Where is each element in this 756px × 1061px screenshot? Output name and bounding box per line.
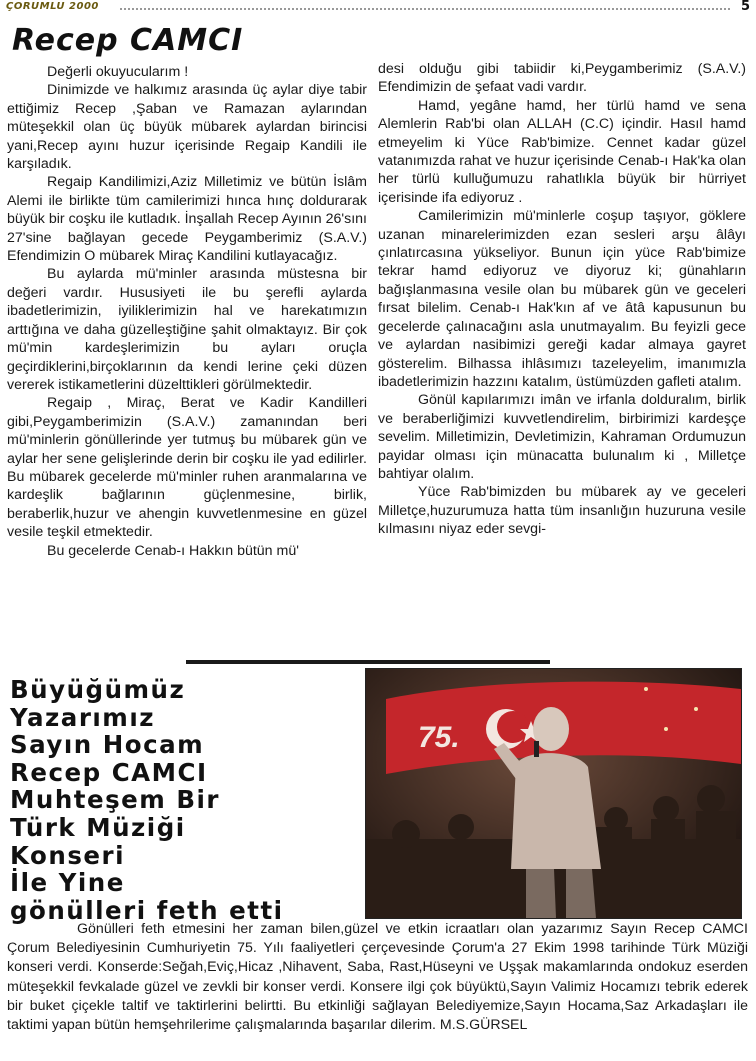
magazine-brand: ÇORUMLU 2000 xyxy=(6,1,99,12)
article-paragraph: Bu aylarda mü'minler arasında müstesna bir değeri vardır. Hususiyeti ile bu şerefli aylarda ibadetlerimizin, iyiliklerimizin hal ve harekatımızın arttığına ve daha güzelleştiğine şahit olmaktayız. Bir çok mü'min kardeşlerimizin bu ayları oruçla geçirdiklerini,birçoklarının da kendi lerine çeki düzen vererek istikametlerini düzelttikleri görülmektedir. xyxy=(7,266,367,393)
headline-line: Konseri xyxy=(10,840,126,870)
article-paragraph: Regaip , Miraç, Berat ve Kadir Kandilleri gibi,Peygamberimizin (S.A.V.) zamanından beri mü'minlerin gönüllerinde yer tutmuş bu mübarek gün ve aylar her sene gelişlerinde derin bir coşku ile yad edilirler. Bu mübarek gecelerde mü'minler ruhen aranmalarına ve kardeşlik bağlarının güçlenmesine, birlik, beraberlik,huzur ve ahengin kuvvetlenmesine en güzel vesile teşkil etmektedir. xyxy=(7,395,367,541)
article-column-left xyxy=(7,63,367,560)
article-paragraph: Bu gecelerde Cenab-ı Hakkın bütün mü' xyxy=(47,542,299,559)
concert-report xyxy=(7,920,748,1035)
article-paragraph: Yüce Rab'bimizden bu mübarek ay ve geceleri Milletçe,huzurumuza hatta tüm insanlığın huzuruna vesile kılmasını niyaz eder sevgi- xyxy=(378,484,746,538)
report-paragraph: Gönülleri feth etmesini her zaman bilen,güzel ve etkin icraatları olan yazarımız Sayın Recep CAMCI Çorum Belediyesinin Cumhuriyetin 75. Yılı faaliyetleri çerçevesinde Çorum'a 27 Ekim 1998 tarihinde Türk Müziği konseri verdi. Konserde:Seğah,Eviç,Hicaz ,Nihavent, Saba, Rast,Hüseyni ve Uşşak makamlarında ondokuz eserden müteşekkil fevkalade güzel ve zevkli bir konser verdi. Konsere ilgi çok büyüktü,Sayın Valimiz Hocamızı tebrik ederek bir buket çiçekle taltif ve taktirlerini belirtti. Bu etkinliği sağlayan Belediyemize,Sayın Hocama,Saz Arkadaşları ile taktimi yapan bütün hemşehrilerime çalışmalarında başarılar dilerim. M.S.GÜRSEL xyxy=(7,921,748,1034)
headline-line: Recep CAMCI xyxy=(10,757,208,787)
article-paragraph: Gönül kapılarımızı imân ve irfanla dolduralım, birlik ve beraberliğimizi kuvvetlendirelim, birbirimizi kardeşçe sevelim. Milletimizin, Devletimizin, Kahraman Ordumuzun payidar olması için münacatta bulunalım ki , Milletçe bahtiyar olalım. xyxy=(378,392,746,482)
concert-photo xyxy=(365,668,742,919)
article-paragraph-continued: desi olduğu gibi tabiidir ki,Peygamberimiz (S.A.V.) Efendimizin de şefaat vadi vardır. xyxy=(378,61,746,96)
headline-line: Sayın Hocam xyxy=(10,730,205,760)
page-number: 5 xyxy=(740,0,750,14)
headline-line: İle Yine xyxy=(10,868,125,898)
headline-line: gönülleri feth etti xyxy=(10,895,284,925)
headline-line: Türk Müziği xyxy=(10,812,186,842)
section-divider xyxy=(186,660,550,664)
author-title: Recep CAMCI xyxy=(12,23,244,58)
article-paragraph: Camilerimizin mü'minlerle coşup taşıyor, göklere uzanan minarelerimizden ezan sesleri arşu âlâyı çınlatırcasına yükseliyor. Bunun için yüce Rab'bimize tekrar hamd ediyoruz ve diyoruz ki; günahların bağışlanmasına vesile olan bu mübarek gün ve geceleri fırsat bilelim. Cenab-ı Hak'kın af ve âtâ kapusunun bu gecelerde çalınacağını asla unutmayalım. Bu feyizli gece ve aylardan nasibimizi gereği kadar almaya gayret gösterelim. Bilhassa ihlâsımızı tazeleyelim, imanımızla ibadetlerimizin hazzını katalım, üstümüzden gafleti atalım. xyxy=(378,208,746,390)
article-column-right xyxy=(378,60,746,539)
article-paragraph: Hamd, yegâne hamd, her türlü hamd ve sena Alemlerin Rab'bi olan ALLAH (C.C) içindir. Hasıl hamd etmeyelim ki Yüce Rab'bimize. Cennet kadar güzel vatanımızda rahat ve huzur içerisinde Cenab-ı Hak'ka olan her türlü kulluğumuzu rahatlıkla büyük bir hürriyet içerisinde ifa ediyoruz . xyxy=(378,97,746,206)
banner-sign: 75. xyxy=(418,721,460,754)
article-paragraph: Regaip Kandilimizi,Aziz Milletimiz ve bütün İslâm Alemi ile birlikte tüm camilerimizi hınca hınç doldurarak büyük bir coşku ile kutladık. İnşallah Recep Ayının 26'sını 27'sine bağlayan gecede Peygamberimiz (S.A.V.) Efendimizin O mübarek Miraç Kandilini kutlayacağız. xyxy=(7,174,367,265)
headline-line: Büyüğümüz xyxy=(10,675,186,704)
article-paragraph: Değerli okuyucularım ! xyxy=(47,64,189,80)
feature-headline xyxy=(10,676,355,924)
article-paragraph: Dinimizde ve halkımız arasında üç aylar diye tabir ettiğimiz Recep ,Şaban ve Ramazan aylarından müteşekkil olan üç büyük mübarek aylardan birincisi yani,Recep ayını huzur içerisinde Regaip Kandili ile karşıladık. xyxy=(7,82,367,173)
headline-line: Muhteşem Bir xyxy=(10,785,221,815)
headline-line: Yazarımız xyxy=(10,702,155,732)
header-rule xyxy=(120,8,730,10)
